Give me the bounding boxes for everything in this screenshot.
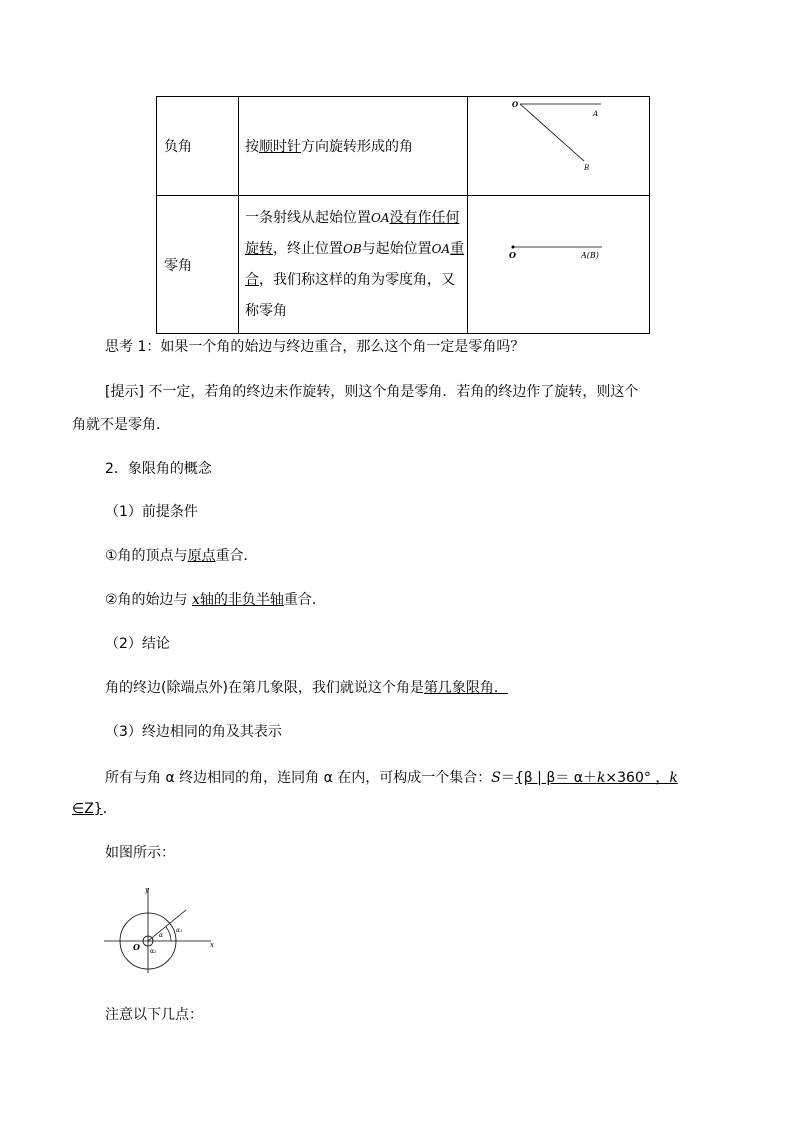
label-alpha1: α₁ bbox=[176, 927, 183, 934]
ray-ob bbox=[520, 104, 584, 161]
condition-1-origin: 原点 bbox=[187, 548, 216, 564]
label-y: y bbox=[145, 886, 149, 894]
negative-angle-figure bbox=[468, 97, 649, 195]
condition-1 bbox=[105, 545, 258, 565]
label-a: A bbox=[593, 110, 599, 118]
cell-desc-negative bbox=[239, 97, 468, 196]
zero-desc-coincide: 重合 bbox=[245, 240, 465, 288]
label-o: O bbox=[512, 100, 519, 109]
set-line-1-pre: 所有与角 α 终边相同的角，连同角 α 在内，可构成一个集合： bbox=[105, 770, 492, 786]
angle-definition-table bbox=[156, 96, 650, 334]
condition-2-axis bbox=[192, 592, 284, 608]
conclusion bbox=[105, 677, 508, 697]
condition-2-post: 重合． bbox=[283, 592, 326, 608]
cell-figure-negative bbox=[468, 97, 650, 196]
zero-desc-t2: ，终止位置 bbox=[273, 240, 343, 257]
label-x: x bbox=[210, 941, 214, 949]
set-k1: k bbox=[596, 770, 606, 786]
set-equals: ＝ bbox=[500, 770, 515, 786]
notice-line: 注意以下几点： bbox=[105, 1007, 203, 1023]
zero-desc-t1: 一条射线从起始位置 bbox=[245, 209, 371, 226]
zero-angle-figure bbox=[468, 196, 649, 333]
desc-negative-clockwise: 顺时针 bbox=[259, 139, 301, 155]
label-ab: A(B) bbox=[581, 251, 599, 260]
set-expression-tail: ∈Z} bbox=[72, 801, 103, 817]
set-expression-part2: ×360° ， bbox=[605, 770, 670, 786]
subsection-3-heading: （3）终边相同的角及其表示 bbox=[105, 724, 282, 740]
table-row-negative-angle bbox=[157, 97, 650, 196]
think-question-1: 思考 1：如果一个角的始边与终边重合，那么这个角一定是零角吗？ bbox=[105, 339, 525, 355]
condition-2 bbox=[105, 589, 326, 609]
label-o-zero: O bbox=[509, 250, 516, 260]
condition-1-pre: ①角的顶点与 bbox=[105, 548, 188, 564]
condition-2-x: x bbox=[192, 592, 200, 608]
desc-negative-pre: 按 bbox=[245, 139, 259, 155]
coterminal-angle-figure bbox=[100, 884, 220, 976]
terminal-side bbox=[148, 910, 186, 941]
set-k2: k bbox=[669, 770, 678, 786]
label-b: B bbox=[584, 164, 590, 172]
condition-2-pre: ②角的始边与 bbox=[105, 592, 193, 608]
hint-tag: [提示] bbox=[105, 384, 144, 400]
conclusion-term: 第几象限角． bbox=[423, 680, 508, 696]
set-line-2 bbox=[72, 798, 117, 818]
section-2-heading: 2．象限角的概念 bbox=[105, 461, 212, 477]
table-row-zero-angle bbox=[157, 196, 650, 334]
zero-desc-t3: 与起始位置 bbox=[361, 240, 432, 257]
condition-1-post: 重合． bbox=[215, 548, 258, 564]
arc-alpha1 bbox=[166, 927, 171, 941]
term-zero-angle: 零角 bbox=[164, 257, 192, 274]
condition-2-axis-text: 轴的非负半轴 bbox=[199, 592, 284, 608]
subsection-1-heading: （1）前提条件 bbox=[105, 504, 198, 520]
zero-desc-oa1: OA bbox=[371, 210, 390, 225]
set-line-2-post: ． bbox=[102, 801, 117, 817]
zero-desc-t4: ，我们称这样的角为零度角，又称零角 bbox=[245, 271, 455, 319]
hint-line-2: 角就不是零角． bbox=[72, 417, 170, 433]
zero-desc-oa2: OA bbox=[431, 241, 451, 256]
cell-term-zero bbox=[157, 196, 239, 334]
zero-desc-no-rotation: 没有作任何旋转 bbox=[245, 209, 460, 257]
cell-term-negative bbox=[157, 97, 239, 196]
cell-figure-zero bbox=[468, 196, 650, 334]
cell-desc-zero bbox=[239, 196, 468, 334]
hint-text-1: 不一定，若角的终边未作旋转，则这个角是零角．若角的终边作了旋转，则这个 bbox=[148, 384, 639, 400]
zero-desc-ob: OB bbox=[343, 241, 362, 256]
set-line-1 bbox=[105, 767, 678, 787]
set-symbol-s: S bbox=[491, 770, 501, 786]
set-expression bbox=[515, 770, 678, 786]
label-origin: O bbox=[133, 942, 140, 952]
desc-negative-post: 方向旋转形成的角 bbox=[301, 139, 413, 155]
label-alpha2: α₂ bbox=[150, 948, 157, 955]
subsection-2-heading: （2）结论 bbox=[105, 636, 170, 652]
conclusion-pre: 角的终边(除端点外)在第几象限，我们就说这个角是 bbox=[105, 680, 424, 696]
term-negative-angle: 负角 bbox=[164, 139, 192, 155]
hint-line-1 bbox=[105, 381, 638, 401]
figure-intro: 如图所示： bbox=[105, 845, 175, 861]
set-expression-part1: {β | β＝ α＋ bbox=[514, 770, 597, 786]
label-alpha: α bbox=[159, 932, 164, 939]
